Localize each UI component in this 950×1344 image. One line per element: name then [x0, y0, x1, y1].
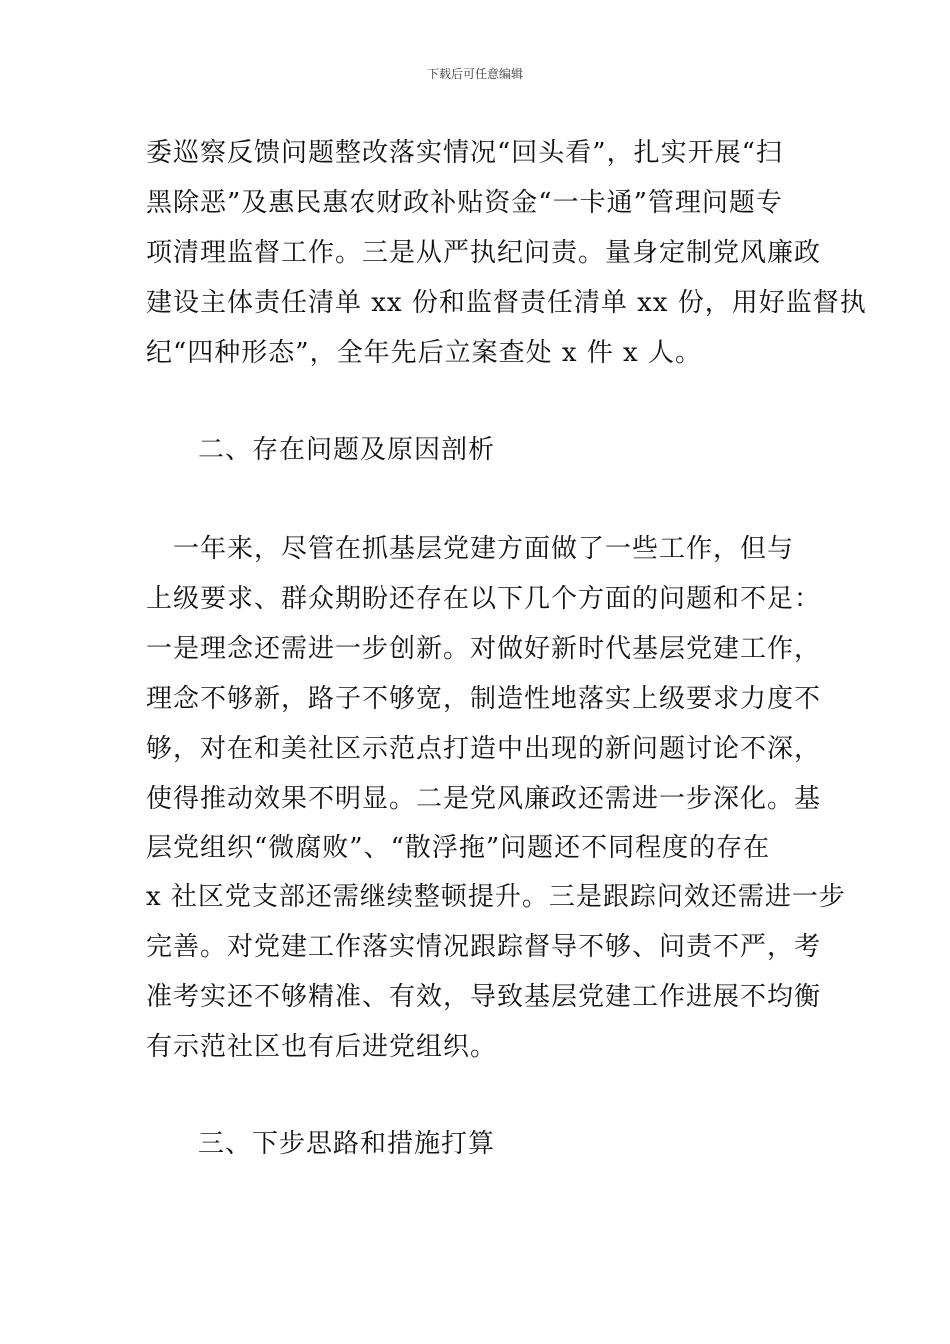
paragraph-line: 完善。对党建工作落实情况跟踪督导不够、问责不严，考	[146, 932, 822, 962]
paragraph-line: 使得推动效果不明显。二是党风廉政还需进一步深化。基	[146, 784, 822, 814]
paragraph-line: 一年来，尽管在抓基层党建方面做了一些工作，但与	[146, 534, 795, 564]
paragraph-line: 委巡察反馈问题整改落实情况“回头看”，扎实开展“扫	[146, 138, 783, 168]
section-heading-2: 二、存在问题及原因剖析	[198, 435, 496, 465]
section-heading-3: 三、下步思路和措施打算	[198, 1129, 496, 1159]
paragraph-line: 黑除恶”及惠民惠农财政补贴资金“一卡通”管理问题专	[146, 188, 783, 218]
paragraph-line: 有示范社区也有后进党组织。	[146, 1032, 498, 1062]
paragraph-line: 层党组织“微腐败”、“散浮拖”问题还不同程度的存在	[146, 833, 771, 863]
page-header: 下载后可任意编辑	[426, 67, 523, 81]
paragraph-line: 上级要求、群众期盼还存在以下几个方面的问题和不足：	[146, 584, 822, 614]
paragraph-line: 准考实还不够精准、有效，导致基层党建工作进展不均衡	[146, 982, 822, 1012]
paragraph-line: 一是理念还需进一步创新。对做好新时代基层党建工作，	[146, 634, 822, 664]
paragraph-line: x 社区党支部还需继续整顿提升。三是跟踪问效还需进一步	[146, 882, 846, 912]
paragraph-line: 项清理监督工作。三是从严执纪问责。量身定制党风廉政	[146, 238, 822, 268]
paragraph-line: 理念不够新，路子不够宽，制造性地落实上级要求力度不	[146, 684, 822, 714]
paragraph-line: 建设主体责任清单 xx 份和监督责任清单 xx 份，用好监督执	[146, 288, 867, 318]
paragraph-line: 够，对在和美社区示范点打造中出现的新问题讨论不深，	[146, 734, 822, 764]
paragraph-line: 纪“四种形态”，全年先后立案查处 x 件 x 人。	[146, 338, 702, 368]
